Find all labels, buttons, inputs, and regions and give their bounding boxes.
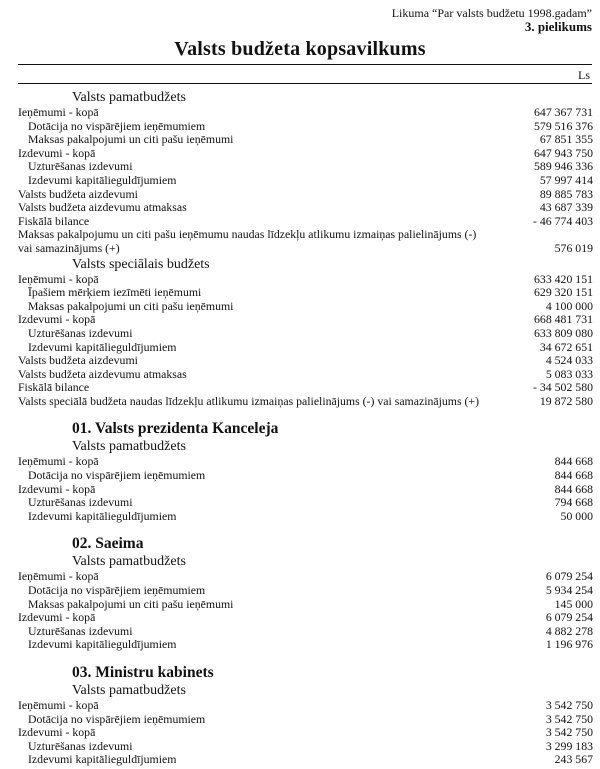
row-label: Maksas pakalpojumi un citi pašu ieņēmumi xyxy=(28,597,234,611)
row-label: Uzturēšanas izdevumi xyxy=(28,326,133,340)
table-row xyxy=(18,201,593,215)
table-row xyxy=(18,341,593,355)
table-row xyxy=(18,188,593,202)
row-value: 34 672 651 xyxy=(539,339,593,354)
row-value: 4 882 278 xyxy=(545,623,593,638)
row-label: Izdevumi kapitālieguldījumiem xyxy=(28,638,177,652)
row-label: Dotācija no vispārējiem ieņēmumiem xyxy=(28,119,206,133)
row-label: Valsts budžeta aizdevumi xyxy=(18,354,138,368)
row-label: Dotācija no vispārējiem ieņēmumiem xyxy=(28,712,206,726)
row-value: 6 079 254 xyxy=(545,569,593,584)
row-label: Maksas pakalpojumu un citi pašu ieņēmumu naudas līdzekļu atlikumu izmaiņas palielinājums (-) vai samazinājums (+) xyxy=(18,228,477,255)
row-value: 844 668 xyxy=(554,481,593,496)
annex-number: 3. pielikums xyxy=(524,19,592,34)
row-value: 668 481 731 xyxy=(534,312,593,327)
row-label: Valsts speciālā budžeta naudas līdzekļu atlikumu izmaiņas palielinājums (-) vai samazinājums (+) xyxy=(18,394,480,408)
budget-subheading: Valsts speciālais budžets xyxy=(72,256,210,272)
row-value: 5 934 254 xyxy=(545,583,593,598)
row-value: 579 516 376 xyxy=(534,118,593,133)
row-value: 50 000 xyxy=(560,508,593,523)
row-label: Izdevumi kapitālieguldījumiem xyxy=(28,173,177,187)
row-value: - 46 774 403 xyxy=(533,213,593,228)
row-value: 4 524 033 xyxy=(545,353,593,368)
row-value: 633 809 080 xyxy=(534,325,593,340)
row-label: Ieņēmumi - kopā xyxy=(18,455,99,469)
section-heading: 02. Saeima xyxy=(72,535,144,553)
header-rule-bottom xyxy=(18,83,592,84)
table-row xyxy=(18,395,593,409)
row-value: 243 567 xyxy=(554,752,593,767)
table-row xyxy=(18,120,593,134)
table-row xyxy=(18,740,593,754)
table-row xyxy=(18,160,593,174)
row-label: Izdevumi kapitālieguldījumiem xyxy=(28,753,177,767)
row-label: Valsts budžeta aizdevumu atmaksas xyxy=(18,367,187,381)
table-row xyxy=(18,215,593,229)
table-row xyxy=(18,133,593,147)
row-label: Uzturēšanas izdevumi xyxy=(28,160,133,174)
table-row xyxy=(18,381,593,395)
table-row xyxy=(18,455,593,469)
row-value: 647 943 750 xyxy=(534,145,593,160)
row-label: Uzturēšanas izdevumi xyxy=(28,624,133,638)
row-label: Izdevumi - kopā xyxy=(18,611,96,625)
table-row xyxy=(18,570,593,584)
table-row xyxy=(18,753,593,767)
row-label: Fiskālā bilance xyxy=(18,381,90,395)
row-label: Ieņēmumi - kopā xyxy=(18,106,99,119)
row-label: Fiskālā bilance xyxy=(18,214,90,228)
row-value: 89 885 783 xyxy=(539,186,593,201)
currency-unit: Ls xyxy=(578,68,590,82)
row-value: 145 000 xyxy=(554,596,593,611)
table-row xyxy=(18,286,593,300)
law-reference: Likuma “Par valsts budžetu 1998.gadam” xyxy=(391,6,592,20)
table-row xyxy=(18,354,593,368)
row-label: Valsts budžeta aizdevumu atmaksas xyxy=(18,201,187,215)
table-row xyxy=(18,313,593,327)
row-value: 647 367 731 xyxy=(534,105,593,119)
table-row xyxy=(18,469,593,483)
row-value: 6 079 254 xyxy=(545,610,593,625)
row-label: Ieņēmumi - kopā xyxy=(18,570,99,584)
table-row xyxy=(18,611,593,625)
row-value: 3 542 750 xyxy=(545,698,593,712)
table-row xyxy=(18,584,593,598)
row-label: Izdevumi - kopā xyxy=(18,146,96,160)
row-label: Uzturēšanas izdevumi xyxy=(28,496,133,510)
row-value: 576 019 xyxy=(554,240,593,255)
header-rule-top xyxy=(18,64,592,65)
row-value: 844 668 xyxy=(554,454,593,469)
row-value: 629 320 151 xyxy=(534,285,593,300)
table-row xyxy=(18,174,593,188)
budget-subheading: Valsts pamatbudžets xyxy=(72,683,186,698)
row-value: 5 083 033 xyxy=(545,366,593,381)
table-row xyxy=(18,699,593,713)
table-row xyxy=(18,368,593,382)
row-value: 3 299 183 xyxy=(545,738,593,753)
table-row xyxy=(18,638,593,652)
row-label: Dotācija no vispārējiem ieņēmumiem xyxy=(28,469,206,483)
table-row xyxy=(18,483,593,497)
row-value: 57 997 414 xyxy=(539,172,593,187)
row-label: Ieņēmumi - kopā xyxy=(18,699,99,712)
row-label: Izdevumi - kopā xyxy=(18,313,96,327)
row-label: Ieņēmumi - kopā xyxy=(18,272,99,286)
table-row xyxy=(18,300,593,314)
budget-subheading: Valsts pamatbudžets xyxy=(72,90,186,105)
row-label: Izdevumi kapitālieguldījumiem xyxy=(28,340,177,354)
budget-subheading: Valsts pamatbudžets xyxy=(72,439,186,455)
table-row xyxy=(18,625,593,639)
budget-subheading: Valsts pamatbudžets xyxy=(72,554,186,570)
row-value: 844 668 xyxy=(554,468,593,483)
table-row xyxy=(18,106,593,120)
row-label: Valsts budžeta aizdevumi xyxy=(18,187,138,201)
row-label: Īpašiem mērķiem iezīmēti ieņēmumi xyxy=(28,286,202,300)
row-label: Izdevumi kapitālieguldījumiem xyxy=(28,509,177,523)
table-row xyxy=(18,496,593,510)
table-row xyxy=(18,147,593,161)
table-row xyxy=(18,327,593,341)
row-label: Maksas pakalpojumi un citi pašu ieņēmumi xyxy=(28,133,234,147)
row-value: 3 542 750 xyxy=(545,711,593,726)
row-label: Izdevumi - kopā xyxy=(18,482,96,496)
table-row xyxy=(18,228,593,255)
budget-table xyxy=(18,89,593,767)
table-row xyxy=(18,510,593,524)
row-value: 1 196 976 xyxy=(545,637,593,652)
row-value: 589 946 336 xyxy=(534,159,593,174)
row-label: Maksas pakalpojumi un citi pašu ieņēmumi xyxy=(28,299,234,313)
row-value: 67 851 355 xyxy=(539,132,593,147)
row-label: Izdevumi - kopā xyxy=(18,726,96,740)
row-label: Uzturēšanas izdevumi xyxy=(28,739,133,753)
table-row xyxy=(18,598,593,612)
row-value: 4 100 000 xyxy=(545,298,593,313)
table-row xyxy=(18,713,593,727)
table-row xyxy=(18,273,593,287)
table-row xyxy=(18,726,593,740)
row-value: 794 668 xyxy=(554,495,593,510)
page-title: Valsts budžeta kopsavilkums xyxy=(174,38,426,60)
row-value: 43 687 339 xyxy=(539,200,593,215)
row-value: 633 420 151 xyxy=(534,271,593,286)
row-value: 3 542 750 xyxy=(545,725,593,740)
row-value: - 34 502 580 xyxy=(533,380,593,395)
section-heading: 01. Valsts prezidenta Kanceleja xyxy=(72,420,279,438)
row-label: Dotācija no vispārējiem ieņēmumiem xyxy=(28,584,206,598)
row-value: 19 872 580 xyxy=(539,393,593,408)
section-heading: 03. Ministru kabinets xyxy=(72,664,214,681)
